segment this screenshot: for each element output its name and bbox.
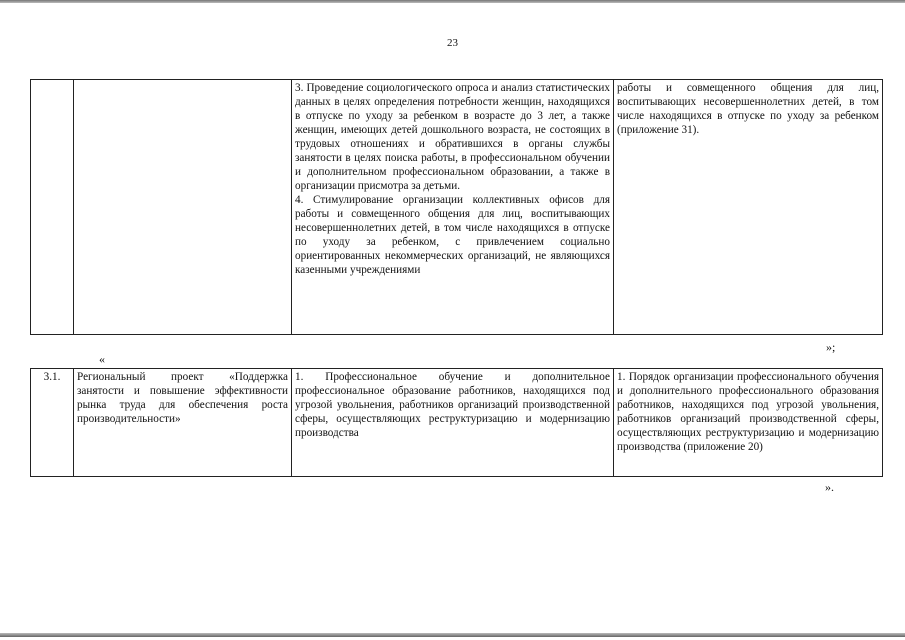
scan-bottom-edge <box>0 633 905 637</box>
closing-quote-mark: »; <box>826 340 836 354</box>
measure-item-4: 4. Стимулирование организации коллективных офисов для работы и совмещенного общения для лиц, воспитывающих несовершеннолетних детей, в том числе находящихся в отпуске по уходу за ребенком, с привлечением социально ориентированных некоммерческих организаций, не являющихся казенными учреждениями <box>295 194 610 276</box>
project-cell <box>74 80 292 335</box>
project-table <box>30 368 883 477</box>
measure-item-3: 3. Проведение социологического опроса и анализ статистических данных в целях определения потребности женщин, находящихся в отпуске по уходу за ребенком в возрасте до 3 лет, а также женщин, имеющих детей дошкольного возраста, не состоящих в трудовых отношениях и обратившихся в органы службы занятости в целях поиска работы, в профессиональном обучении и дополнительном профессиональном образовании, а также в организации присмотра за детьми. <box>295 82 610 192</box>
measures-cell <box>292 80 614 335</box>
measures-text: 1. Профессиональное обучение и дополнительное профессиональное образование работников, находящихся под угрозой увольнения, работников организаций производственной сферы, осуществляющих реструктуризацию и модернизацию производства <box>292 369 614 477</box>
table-row <box>31 369 883 477</box>
table-row <box>31 80 883 335</box>
continuation-table <box>30 79 883 335</box>
documents-text: 1. Порядок организации профессионального обучения и дополнительного профессионального образования работников, находящихся под угрозой увольнения, работников организаций производственной сферы, осуществляющих реструктуризацию и модернизацию производства (приложение 20) <box>614 369 883 477</box>
scan-top-edge <box>0 0 905 3</box>
documents-cell: работы и совмещенного общения для лиц, воспитывающих несовершеннолетних детей, в том числе находящихся в отпуске по уходу за ребенком (приложение 31). <box>614 80 883 335</box>
page-number: 23 <box>447 37 458 49</box>
project-name: Региональный проект «Поддержка занятости и повышение эффективности рынка труда для обеспечения роста производительности» <box>74 369 292 477</box>
row-number-cell <box>31 80 74 335</box>
row-number: 3.1. <box>31 369 74 477</box>
opening-quote-mark: « <box>99 352 105 366</box>
closing-quote-mark-end: ». <box>825 480 834 494</box>
